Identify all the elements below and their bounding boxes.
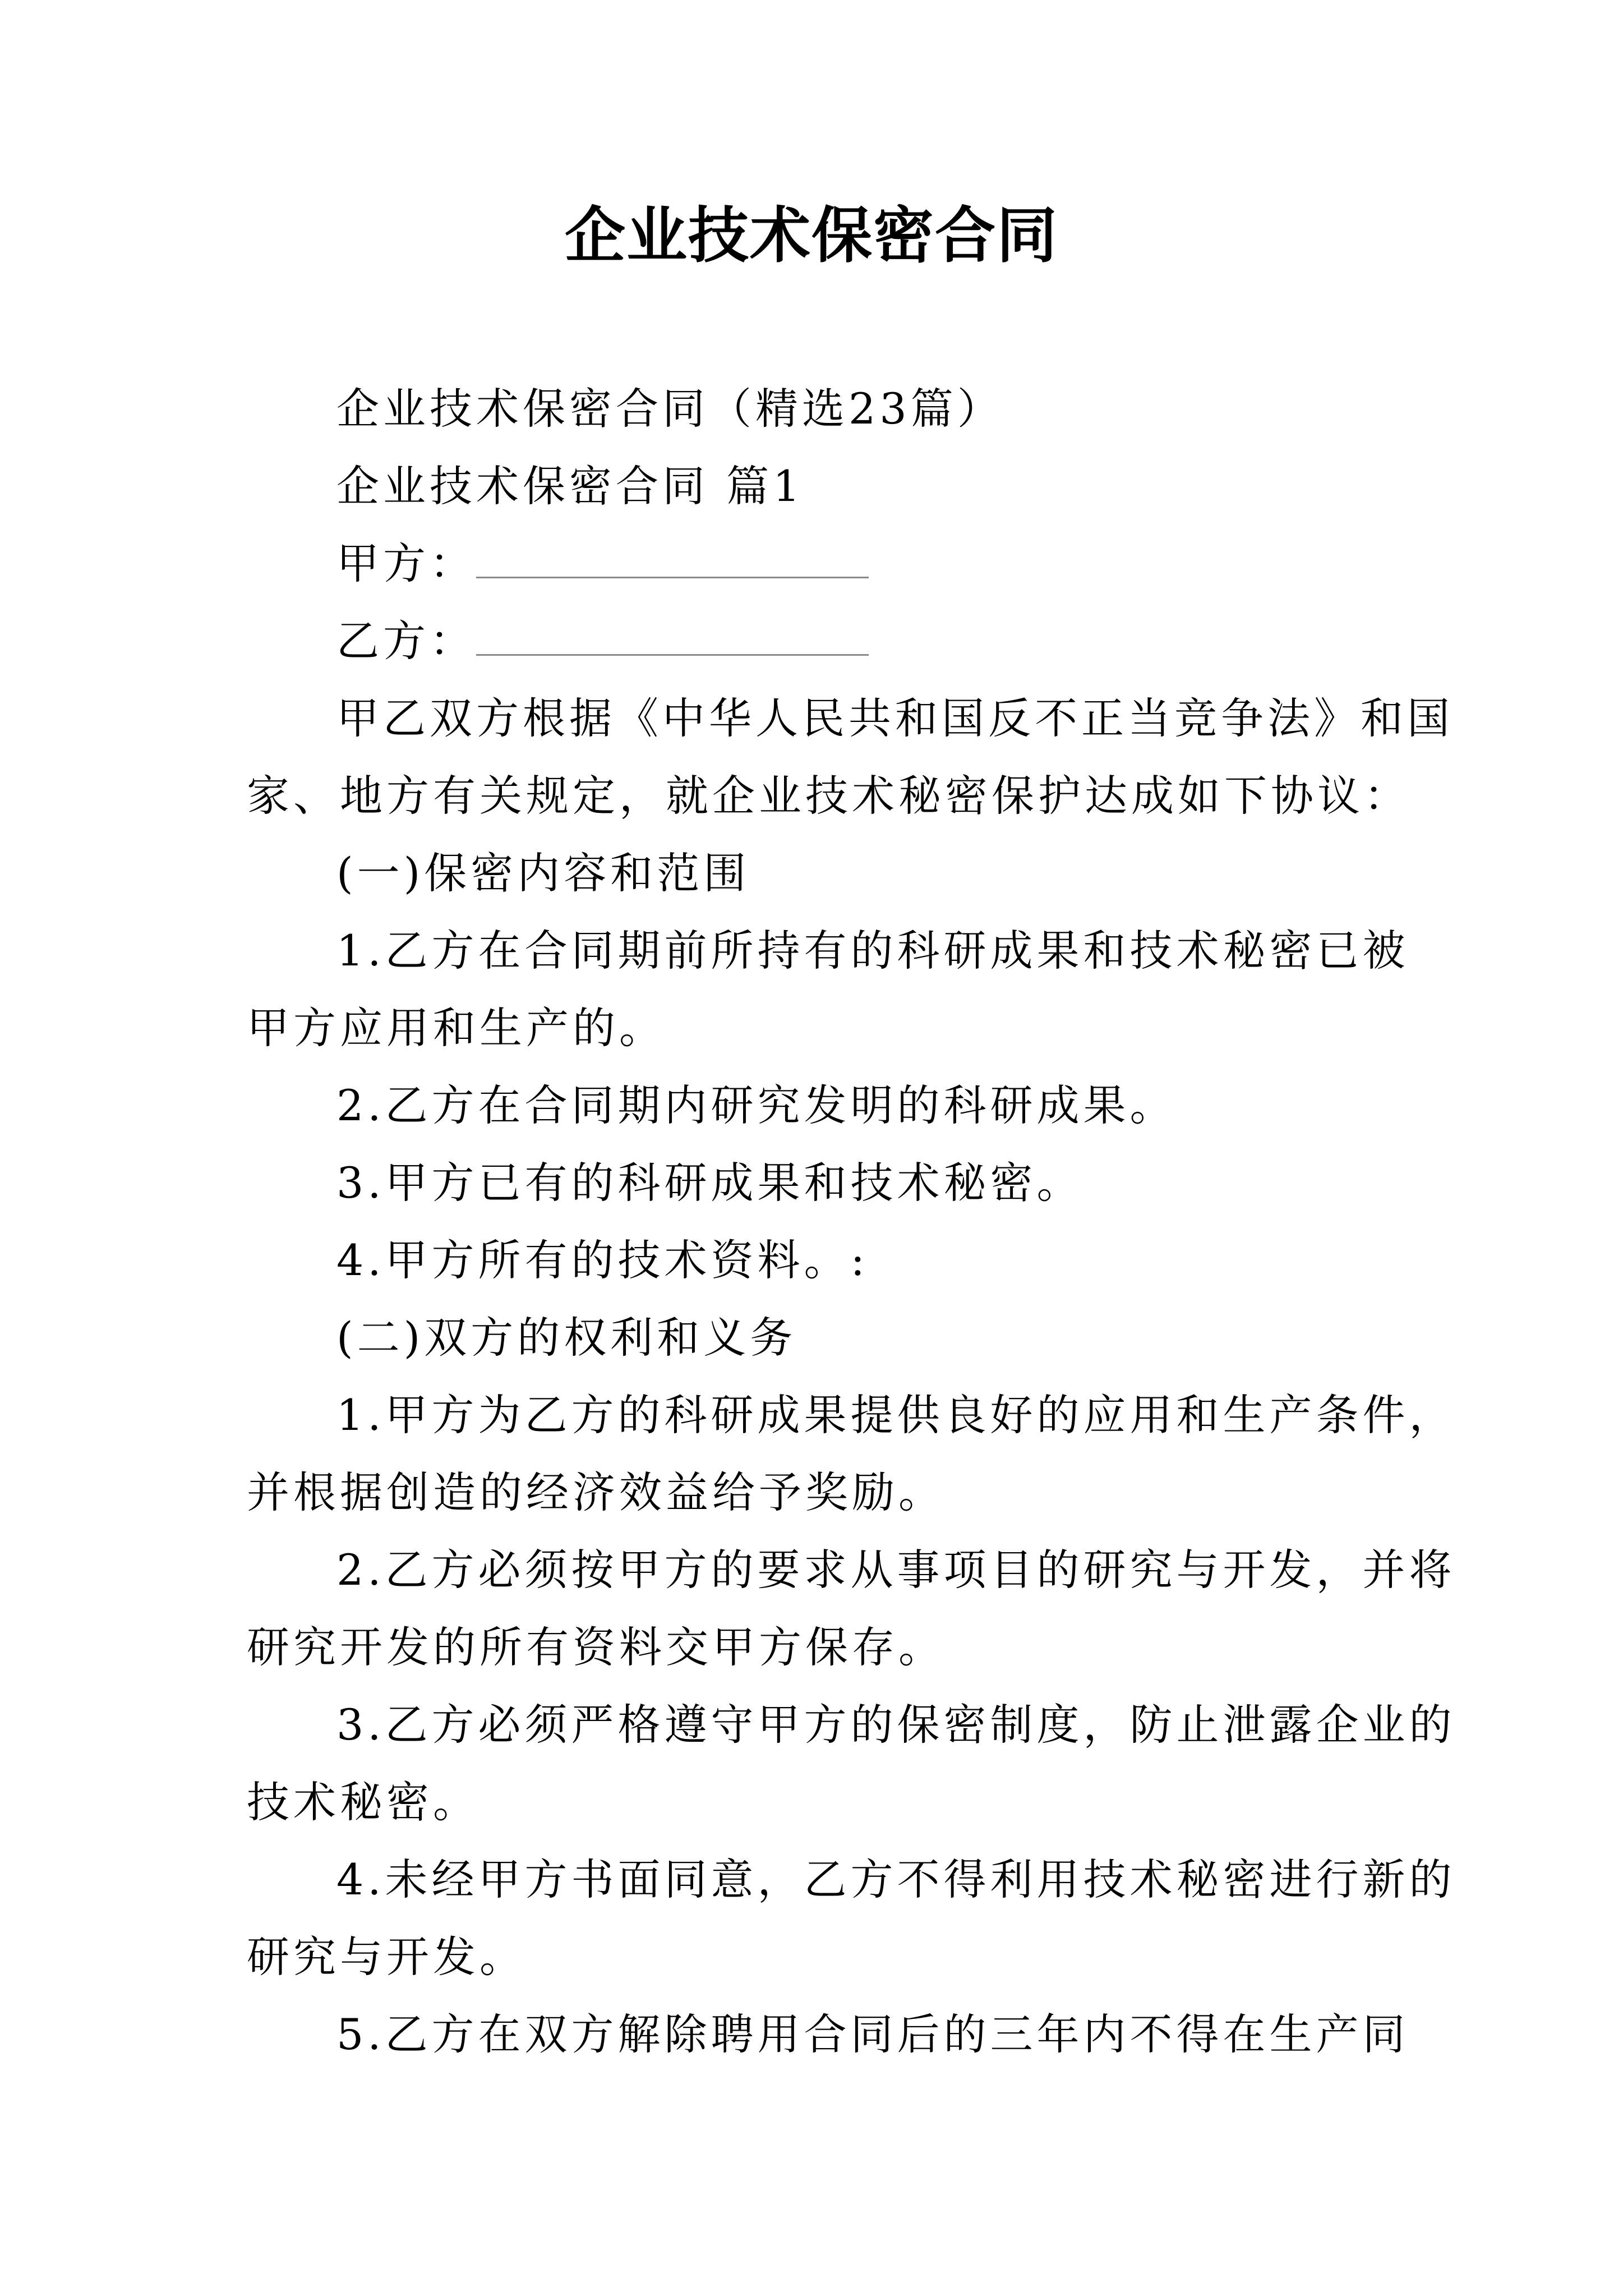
section-2-item-4-cont: 研究与开发。	[247, 1932, 526, 1982]
section-1-item-1: 1.乙方在合同期前所持有的科研成果和技术秘密已被	[336, 926, 1409, 976]
party-b-blank	[476, 613, 869, 656]
section-1-heading: (一)保密内容和范围	[336, 848, 750, 898]
section-2-item-1: 1.甲方为乙方的科研成果提供良好的应用和生产条件，	[336, 1390, 1456, 1440]
section-2-item-2: 2.乙方必须按甲方的要求从事项目的研究与开发，并将	[336, 1545, 1456, 1595]
section-1-item-3: 3.甲方已有的科研成果和技术秘密。	[336, 1158, 1083, 1208]
document-title: 企业技术保密合同	[564, 200, 1058, 271]
section-2-item-3: 3.乙方必须严格遵守甲方的保密制度，防止泄露企业的	[336, 1700, 1456, 1750]
party-a-line	[247, 525, 1391, 602]
section-1-item-1-cont: 甲方应用和生产的。	[247, 1003, 666, 1053]
document-body	[247, 370, 1456, 2073]
section-2-item-3-cont: 技术秘密。	[247, 1777, 479, 1827]
section-2-heading: (二)双方的权利和义务	[336, 1313, 797, 1363]
party-a-label: 甲方：	[336, 539, 476, 588]
intro-paragraph-line: 家、地方有关规定，就企业技术秘密保护达成如下协议：	[247, 771, 1410, 821]
party-a-blank	[476, 535, 869, 578]
party-b-label: 乙方：	[336, 616, 476, 666]
section-2-item-4: 4.未经甲方书面同意，乙方不得利用技术秘密进行新的	[336, 1855, 1456, 1904]
section-1-item-2: 2.乙方在合同期内研究发明的科研成果。	[336, 1080, 1177, 1130]
section-2-item-5: 5.乙方在双方解除聘用合同后的三年内不得在生产同	[336, 2009, 1409, 2059]
section-2-item-2-cont: 研究开发的所有资料交甲方保存。	[247, 1622, 945, 1672]
section-heading: 企业技术保密合同 篇1	[336, 461, 804, 511]
subtitle: 企业技术保密合同（精选23篇）	[336, 384, 1004, 434]
intro-paragraph-line: 甲乙双方根据《中华人民共和国反不正当竞争法》和国	[336, 693, 1454, 743]
section-1-item-4: 4.甲方所有的技术资料。:	[336, 1235, 869, 1285]
section-2-item-1-cont: 并根据创造的经济效益给予奖励。	[247, 1467, 945, 1517]
party-b-line	[247, 602, 1391, 680]
